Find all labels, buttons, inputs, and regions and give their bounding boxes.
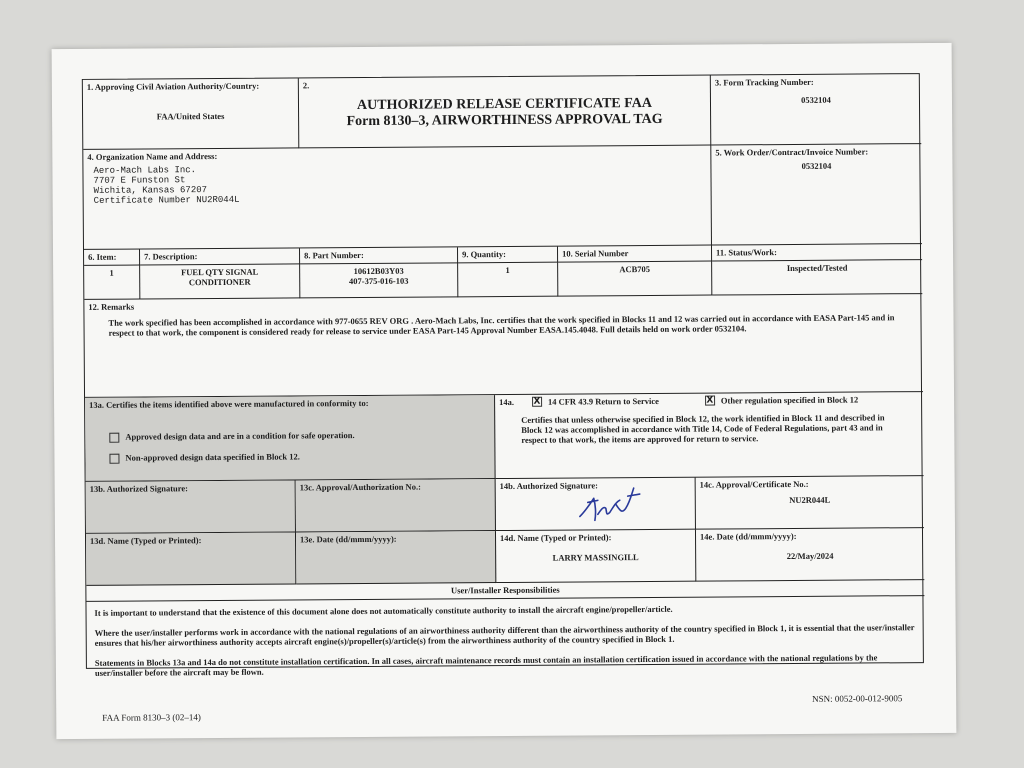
block-2-label: 2.: [302, 80, 310, 91]
block-5-label: 5. Work Order/Contract/Invoice Number:: [715, 146, 869, 158]
form-8130-3: [82, 73, 924, 678]
block-3: [711, 74, 921, 145]
form-subtitle: Form 8130–3, AIRWORTHINESS APPROVAL TAG: [346, 111, 663, 130]
block-14d-label: 14d. Name (Typed or Printed):: [499, 532, 612, 544]
part-number-line: 407-375-016-103: [348, 275, 409, 287]
remarks-text: The work specified has been accomplished in accordance with 977-0655 REV ORG . Aero-Mach Labs, Inc. certifies that the work specified in Blocks 11 and 12 was carried out in accordance with EASA Part-145 and in respect to that work, the component is considered ready for release to service under EASA Part-145 Approval Number EASA.145.4048. Full details held on work order 0532104.: [108, 312, 895, 338]
cfr-43-9-checkbox[interactable]: X: [533, 396, 541, 407]
block-5: [711, 144, 922, 245]
serial-header: 10. Serial Number: [558, 246, 712, 263]
address-line: Certificate Number NU2R044L: [93, 194, 240, 206]
authorized-signature: [576, 484, 646, 524]
nonapproved-design-checkbox[interactable]: [109, 454, 119, 464]
part-number-value: [300, 263, 458, 298]
authority-country: FAA/United States: [156, 110, 225, 122]
block-14a-header: [499, 394, 919, 407]
part-number-header: 8. Part Number:: [300, 247, 458, 264]
block-14a: [495, 392, 924, 479]
description-value: FUEL QTY SIGNAL CONDITIONER: [140, 264, 300, 299]
block-14e: [696, 528, 924, 582]
block-13a-label: 13a. Certifies the items identified above were manufactured in conformity to:: [89, 397, 369, 410]
approved-design-checkbox[interactable]: [109, 433, 119, 443]
block-4-label: 4. Organization Name and Address:: [87, 150, 218, 162]
organization-address: [93, 162, 706, 206]
responsibilities-heading: User/Installer Responsibilities: [86, 580, 924, 602]
block-3-label: 3. Form Tracking Number:: [714, 76, 814, 88]
form-title: AUTHORIZED RELEASE CERTIFICATE FAA: [356, 95, 653, 114]
option-nonapproved-design: [109, 450, 490, 464]
block-13d: 13d. Name (Typed or Printed):: [86, 532, 296, 585]
block-14c-label: 14c. Approval/Certificate No.:: [699, 478, 809, 490]
item-header: 6. Item:: [84, 250, 140, 266]
block-13c: 13c. Approval/Authorization No.:: [296, 479, 496, 532]
cfr-43-9-label: 14 CFR 43.9 Return to Service: [547, 395, 659, 407]
work-order-number: 0532104: [801, 160, 832, 171]
block-13a: [85, 395, 496, 482]
other-regulation-checkbox[interactable]: X: [706, 395, 714, 406]
nonapproved-design-label: Non-approved design data specified in Block 12.: [125, 451, 300, 463]
responsibility-paragraph: Statements in Blocks 13a and 14a do not constitute installation certification. In all cases, aircraft maintenance records must contain an installation certification issued in accordance with the national regulations by the user/installer before the aircraft may be flown.: [94, 652, 878, 678]
block-14b-label: 14b. Authorized Signature:: [499, 480, 599, 492]
form-id: FAA Form 8130–3 (02–14): [102, 712, 201, 723]
other-regulation-label: Other regulation specified in Block 12: [720, 394, 859, 406]
block-14e-label: 14e. Date (dd/mmm/yyyy):: [699, 530, 797, 542]
responsibilities-text: [95, 602, 918, 688]
block-14d: [496, 530, 696, 583]
certificate-paper: [52, 43, 957, 739]
item-value: 1: [84, 266, 140, 300]
quantity-header: 9. Quantity:: [458, 247, 558, 264]
block-1-label: 1. Approving Civil Aviation Authority/Country:: [86, 80, 260, 92]
address-line: Aero-Mach Labs Inc.: [93, 165, 197, 176]
block-1: [83, 78, 299, 150]
signature-date: 22/May/2024: [786, 550, 834, 562]
block-13b: 13b. Authorized Signature:: [86, 480, 296, 533]
block-4: [83, 146, 712, 250]
block-14a-label: 14a.: [499, 396, 514, 408]
approval-certificate-number: NU2R044L: [789, 494, 831, 506]
address-line: 7707 E Funston St: [93, 175, 186, 186]
block-12: [84, 294, 923, 398]
part-number-line: 10612B03Y03: [353, 265, 404, 277]
block-14a-text: Certifies that unless otherwise specified in Block 12, the work identified in Block 11 and described in Block 12 was accomplished in accordance with Title 14, Code of Federal Regulations, part 43 and in respect to that work, the items are approved for return to service.: [521, 412, 885, 445]
nsn-number: NSN: 0052-00-012-9005: [812, 693, 903, 704]
option-approved-design: [109, 429, 490, 443]
block-13e: 13e. Date (dd/mmm/yyyy):: [296, 531, 496, 584]
block-14b: [496, 478, 696, 531]
responsibility-paragraph: Where the user/installer performs work in accordance with the national regulations of an airworthiness authority different than the airworthiness authority of the country specified in Block 1, it is essential that the user/installer ensures that his/her airworthiness authority accepts aircraft engine(s)/propeller(s)/article(s) from the airworthiness authority of the country specified in Block 1.: [94, 622, 915, 648]
quantity-value: 1: [458, 263, 558, 298]
approved-design-label: Approved design data and are in a condition for safe operation.: [125, 430, 355, 442]
description-header: 7. Description:: [140, 248, 300, 265]
status-value: Inspected/Tested: [712, 260, 922, 295]
serial-value: ACB705: [558, 262, 712, 297]
address-line: Wichita, Kansas 67207: [93, 185, 208, 196]
status-header: 11. Status/Work:: [712, 244, 922, 261]
signer-name: LARRY MASSINGILL: [552, 552, 639, 563]
remarks-label: 12. Remarks: [88, 301, 135, 312]
responsibility-paragraph: It is important to understand that the existence of this document alone does not automatically constitute authority to install the aircraft engine/propeller/article.: [94, 603, 673, 618]
block-2: [299, 76, 711, 149]
form-tracking-number: 0532104: [801, 94, 831, 105]
block-14c: [696, 476, 924, 530]
